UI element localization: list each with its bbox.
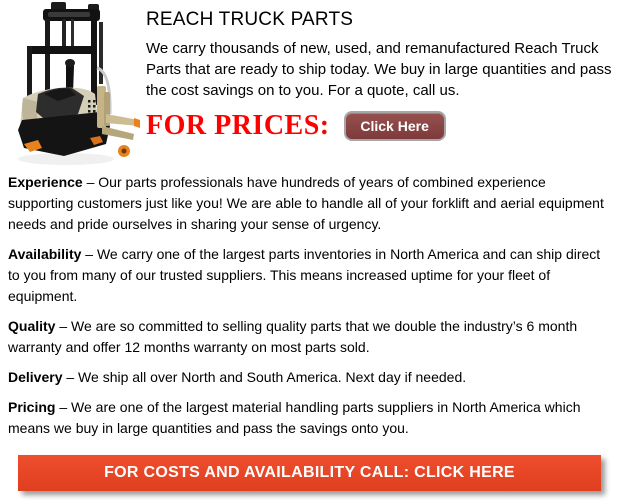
feature-paragraph-quality (8, 316, 610, 358)
intro-paragraph: We carry thousands of new, used, and remanufactured Reach Truck Parts that are ready to ship today. We buy in large quantities and pass the cost savings on to you. For a quote, call us. (146, 40, 612, 99)
feature-text-availability: – We carry one of the largest parts inventories in North America and can ship direct to you from many of our trusted suppliers. This means increased uptime for your fleet of equipment. (8, 246, 601, 304)
features-section (8, 172, 610, 448)
prices-click-here-button[interactable]: Click Here (344, 111, 446, 141)
feature-label-quality: Quality (8, 318, 56, 334)
feature-text-pricing: – We are one of the largest material handling parts suppliers in North America which means we buy in large quantities and pass the savings onto you. (8, 399, 581, 436)
feature-text-delivery: – We ship all over North and South America. Next day if needed. (66, 369, 467, 385)
feature-paragraph-experience (8, 172, 610, 235)
hero-section (146, 8, 612, 142)
reach-truck-image (4, 2, 142, 170)
feature-text-quality: – We are so committed to selling quality parts that we double the industry’s 6 month warranty and offer 12 months warranty on most parts sold. (8, 318, 578, 355)
feature-label-delivery: Delivery (8, 369, 63, 385)
page-title: REACH TRUCK PARTS (146, 9, 354, 30)
prices-row (146, 110, 612, 142)
feature-paragraph-pricing (8, 397, 610, 439)
feature-paragraph-delivery (8, 367, 610, 388)
truck-forks (97, 86, 140, 140)
for-prices-label: FOR PRICES: (146, 110, 330, 141)
feature-label-pricing: Pricing (8, 399, 56, 415)
banner-label: FOR COSTS AND AVAILABILITY CALL: CLICK HERE (104, 464, 515, 481)
feature-text-experience: – Our parts professionals have hundreds of years of combined experience supporting customers just like you! We are able to handle all of your forklift and aerial equipment needs and pride ourselves in sharing your sense of urgency. (8, 174, 604, 232)
costs-availability-banner-button[interactable] (18, 455, 601, 491)
feature-paragraph-availability (8, 244, 610, 307)
feature-label-availability: Availability (8, 246, 82, 262)
feature-label-experience: Experience (8, 174, 83, 190)
reach-truck-illustration (4, 2, 142, 170)
